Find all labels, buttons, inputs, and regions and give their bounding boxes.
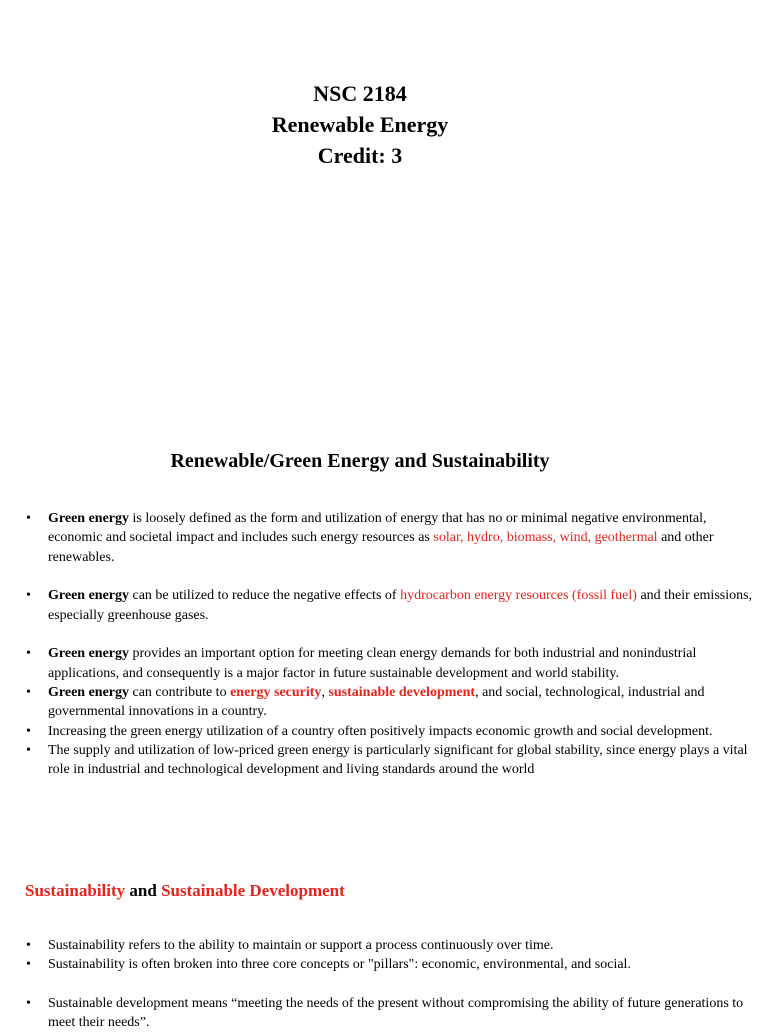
term-green-energy: Green energy: [48, 511, 129, 526]
term-green-energy: Green energy: [48, 685, 129, 701]
heading-sustainable-development: Sustainable Development: [161, 881, 345, 900]
heading-and: and: [125, 881, 162, 900]
bullet-text: ,: [321, 685, 329, 701]
highlighted-resources: solar, hydro, biomass, wind, geothermal: [433, 530, 658, 546]
section-heading-sustainability: [25, 881, 345, 901]
bullet-text: is loosely defined as the form and utilization of energy that has no or minimal negative environmental, economic and societal impact and includes such energy resources as: [48, 511, 707, 546]
sustainability-bullet-list: [26, 936, 756, 1033]
course-name: Renewable Energy: [271, 112, 449, 137]
document-title: [0, 78, 720, 171]
heading-sustainability: Sustainability: [25, 881, 126, 900]
bullet-text: , and social, technological, industrial and governmental innovations in a country.: [48, 685, 705, 720]
list-item: [26, 509, 756, 567]
bullet-text: and their emissions, especially greenhouse gases.: [48, 588, 753, 623]
list-item: • Increasing the green energy utilization of a country often positively impacts economic growth and social development.: [26, 722, 756, 741]
list-item: • Sustainability refers to the ability to maintain or support a process continuously over time.: [26, 936, 756, 955]
list-item: • The supply and utilization of low-priced green energy is particularly significant for global stability, since energy plays a vital role in industrial and technological development and living standards around the world: [26, 741, 756, 780]
highlighted-fossil-fuel: hydrocarbon energy resources (fossil fuel): [400, 588, 637, 604]
list-item: • Sustainable development means “meeting the needs of the present without compromising the ability of future generations to meet their needs”.: [26, 994, 756, 1033]
course-code: NSC 2184: [313, 81, 407, 106]
green-energy-bullet-list: [26, 509, 756, 780]
highlighted-sustainable-development: sustainable development: [328, 685, 476, 701]
section-heading-green-energy: Renewable/Green Energy and Sustainability: [170, 450, 550, 472]
term-green-energy: Green energy: [48, 646, 129, 662]
list-item: • Sustainability is often broken into three core concepts or "pillars": economic, environmental, and social.: [26, 955, 756, 974]
bullet-text: and other renewables.: [48, 530, 714, 565]
list-item: [26, 683, 756, 722]
bullet-text: can be utilized to reduce the negative effects of: [129, 588, 401, 604]
highlighted-energy-security: energy security: [230, 685, 322, 701]
list-item: [26, 644, 756, 683]
bullet-text: provides an important option for meeting clean energy demands for both industrial and nonindustrial applications, and consequently is a major factor in future sustainable development and world stability.: [48, 646, 697, 681]
term-green-energy: Green energy: [48, 588, 129, 604]
list-item: [26, 586, 756, 625]
course-credit: Credit: 3: [317, 143, 403, 168]
bullet-text: can contribute to: [129, 685, 231, 701]
